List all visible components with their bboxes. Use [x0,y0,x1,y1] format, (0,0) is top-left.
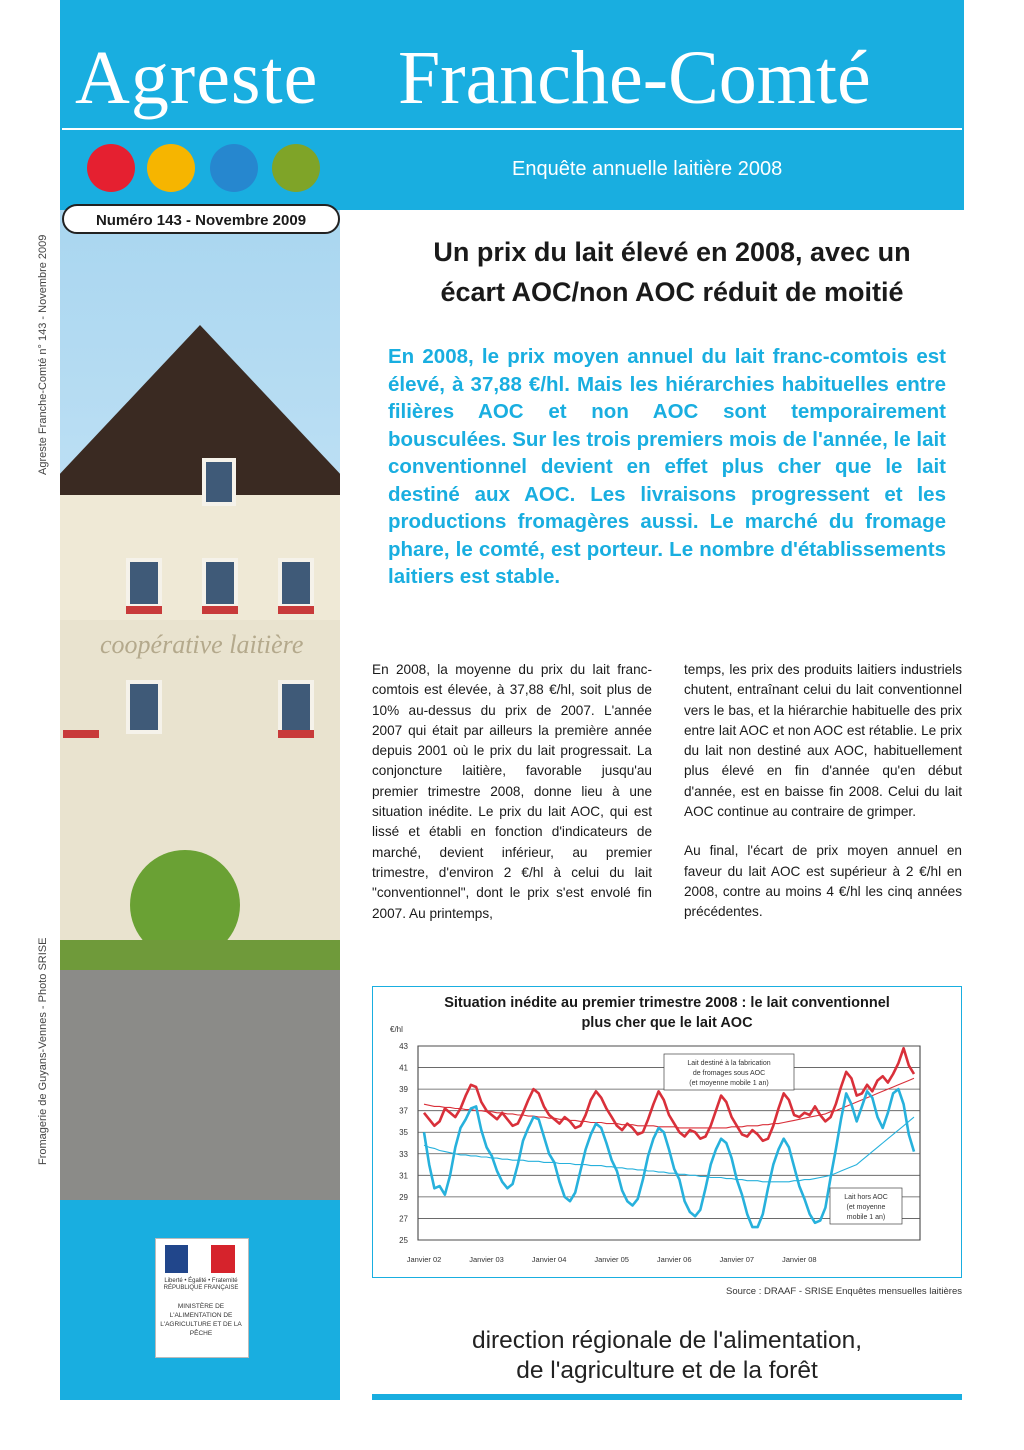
region-title: Franche-Comté [398,36,871,120]
body-paragraph: Au final, l'écart de prix moyen annuel en faveur du lait AOC est supérieur à 2 €/hl en 2008, contre au moins 4 €/hl les cinq années précédentes. [684,843,962,920]
y-tick-label: 35 [399,1128,408,1138]
y-tick-label: 25 [399,1236,408,1245]
photo-flowers [278,730,314,738]
chart-source: Source : DRAAF - SRISE Enquêtes mensuelles laitières [725,1286,962,1297]
hors-aoc-annotation-text: Lait hors AOC [844,1194,888,1201]
footer-bar [372,1394,962,1400]
photo-flowers [202,606,238,614]
x-tick-label: Janvier 03 [469,1255,504,1264]
y-tick-label: 39 [399,1085,408,1095]
photo-flowers [63,730,99,738]
main-title-line: Un prix du lait élevé en 2008, avec un [433,237,911,267]
main-title-line: écart AOC/non AOC réduit de moitié [440,277,904,307]
body-paragraph: temps, les prix des produits laitiers industriels chutent, entraînant celui du lait conventionnel vers le bas, et la hiérarchie habituelle des prix entre lait AOC et non AOC est rétablie. Le prix du lait non destiné aux AOC, habituellement plus élevé en fin d'année qu'en début d'année, est en baisse fin 2008. Celui du lait AOC continue au contraire de grimper. [684,662,962,820]
y-axis-label: €/hl [390,1025,403,1034]
x-tick-label: Janvier 05 [594,1255,629,1264]
hors-aoc-annotation-text: (et moyenne [846,1204,886,1211]
photo-roof-left [60,325,200,495]
side-caption-top: Agreste Franche-Comté n° 143 - Novembre 2009 [37,234,49,475]
brand-title: Agreste [75,36,319,120]
photo-grass [60,940,340,972]
photo-window [202,558,238,608]
photo-flowers [126,606,162,614]
issue-badge: Numéro 143 - Novembre 2009 [62,204,340,234]
price-chart [372,1020,962,1276]
y-tick-label: 33 [399,1149,408,1159]
photo-window [278,680,314,734]
photo-road [60,970,340,1200]
photo-window [126,680,162,734]
footer-organisation [372,1326,962,1386]
footer-line: direction régionale de l'alimentation, [471,1327,863,1354]
photo-sign: coopérative laitière [100,630,304,659]
survey-title: Enquête annuelle laitière 2008 [512,158,783,180]
photo-credit: Fromagerie de Guyans-Vennes - Photo SRISE [37,937,49,1165]
chart-title-line: Situation inédite au premier trimestre 2008 : le lait conventionnel [444,995,890,1011]
body-column-1 [372,660,652,943]
header-divider [62,128,962,130]
green-dot-icon [272,144,320,192]
photo-window [202,458,236,506]
body-column-2 [684,660,962,942]
logo-republic-text: Liberté • Égalité • Fraternité RÉPUBLIQUE FRANÇAISE [163,1278,239,1291]
french-flag-icon [165,1245,235,1273]
y-tick-label: 41 [399,1063,408,1073]
body-paragraph: En 2008, la moyenne du prix du lait franc-comtois est élevée, à 37,88 €/hl, soit plus de 10% au-dessus du prix de 2007. L'année 2007 qui était par ailleurs la première année depuis 2001 où le prix du lait progressait. La conjoncture laitière, favorable jusqu'au premier trimestre 2008, donne lieu à une situation inédite. Le prix du lait AOC, qui est lissé et établi en fonction d'indicateurs de marché, devient inférieur, au premier trimestre, d'environ 2 €/hl à celui du lait "conventionnel", dont le prix s'est envolé fin 2007. Au printemps, [372,662,652,921]
photo-window [126,558,162,608]
chart-title-line: plus cher que le lait AOC [581,1015,753,1031]
y-tick-label: 31 [399,1171,408,1181]
y-tick-label: 27 [399,1214,408,1224]
red-dot-icon [87,144,135,192]
photo-window [278,558,314,608]
footer-line: de l'agriculture et de la forêt [516,1357,818,1384]
x-tick-label: Janvier 04 [531,1255,567,1264]
x-tick-label: Janvier 07 [719,1255,755,1264]
main-title [372,232,972,312]
x-tick-label: Janvier 06 [656,1255,692,1264]
logo-ministry-text: MINISTÈRE DE L'ALIMENTATION DE L'AGRICULTURE ET DE LA PÊCHE [160,1303,242,1337]
y-tick-label: 37 [399,1106,408,1116]
y-tick-label: 43 [399,1042,408,1051]
blue-dot-icon [210,144,258,192]
lead-paragraph: En 2008, le prix moyen annuel du lait franc-comtois est élevé, à 37,88 €/hl. Mais les hiérarchies habituelles entre filières AOC et non AOC sont temporairement bousculées. Sur les trois premiers mois de l'année, le lait conventionnel devient en effet plus cher que le lait destiné aux AOC. Les livraisons progressent et les productions fromagères aussi. Le marché du fromage phare, le comté, est porteur. Le nombre d'établissements laitiers est stable. [388,345,946,588]
aoc-annotation-text: de fromages sous AOC [692,1070,766,1077]
cover-photo [60,210,340,1200]
y-tick-label: 29 [399,1192,408,1202]
hors-aoc-annotation-text: mobile 1 an) [846,1214,886,1221]
photo-flowers [278,606,314,614]
yellow-dot-icon [147,144,195,192]
aoc-annotation-text: Lait destiné à la fabrication [687,1060,771,1067]
x-tick-label: Janvier 02 [406,1255,442,1264]
aoc-annotation-text: (et moyenne mobile 1 an) [689,1080,769,1087]
x-tick-label: Janvier 08 [782,1255,817,1264]
